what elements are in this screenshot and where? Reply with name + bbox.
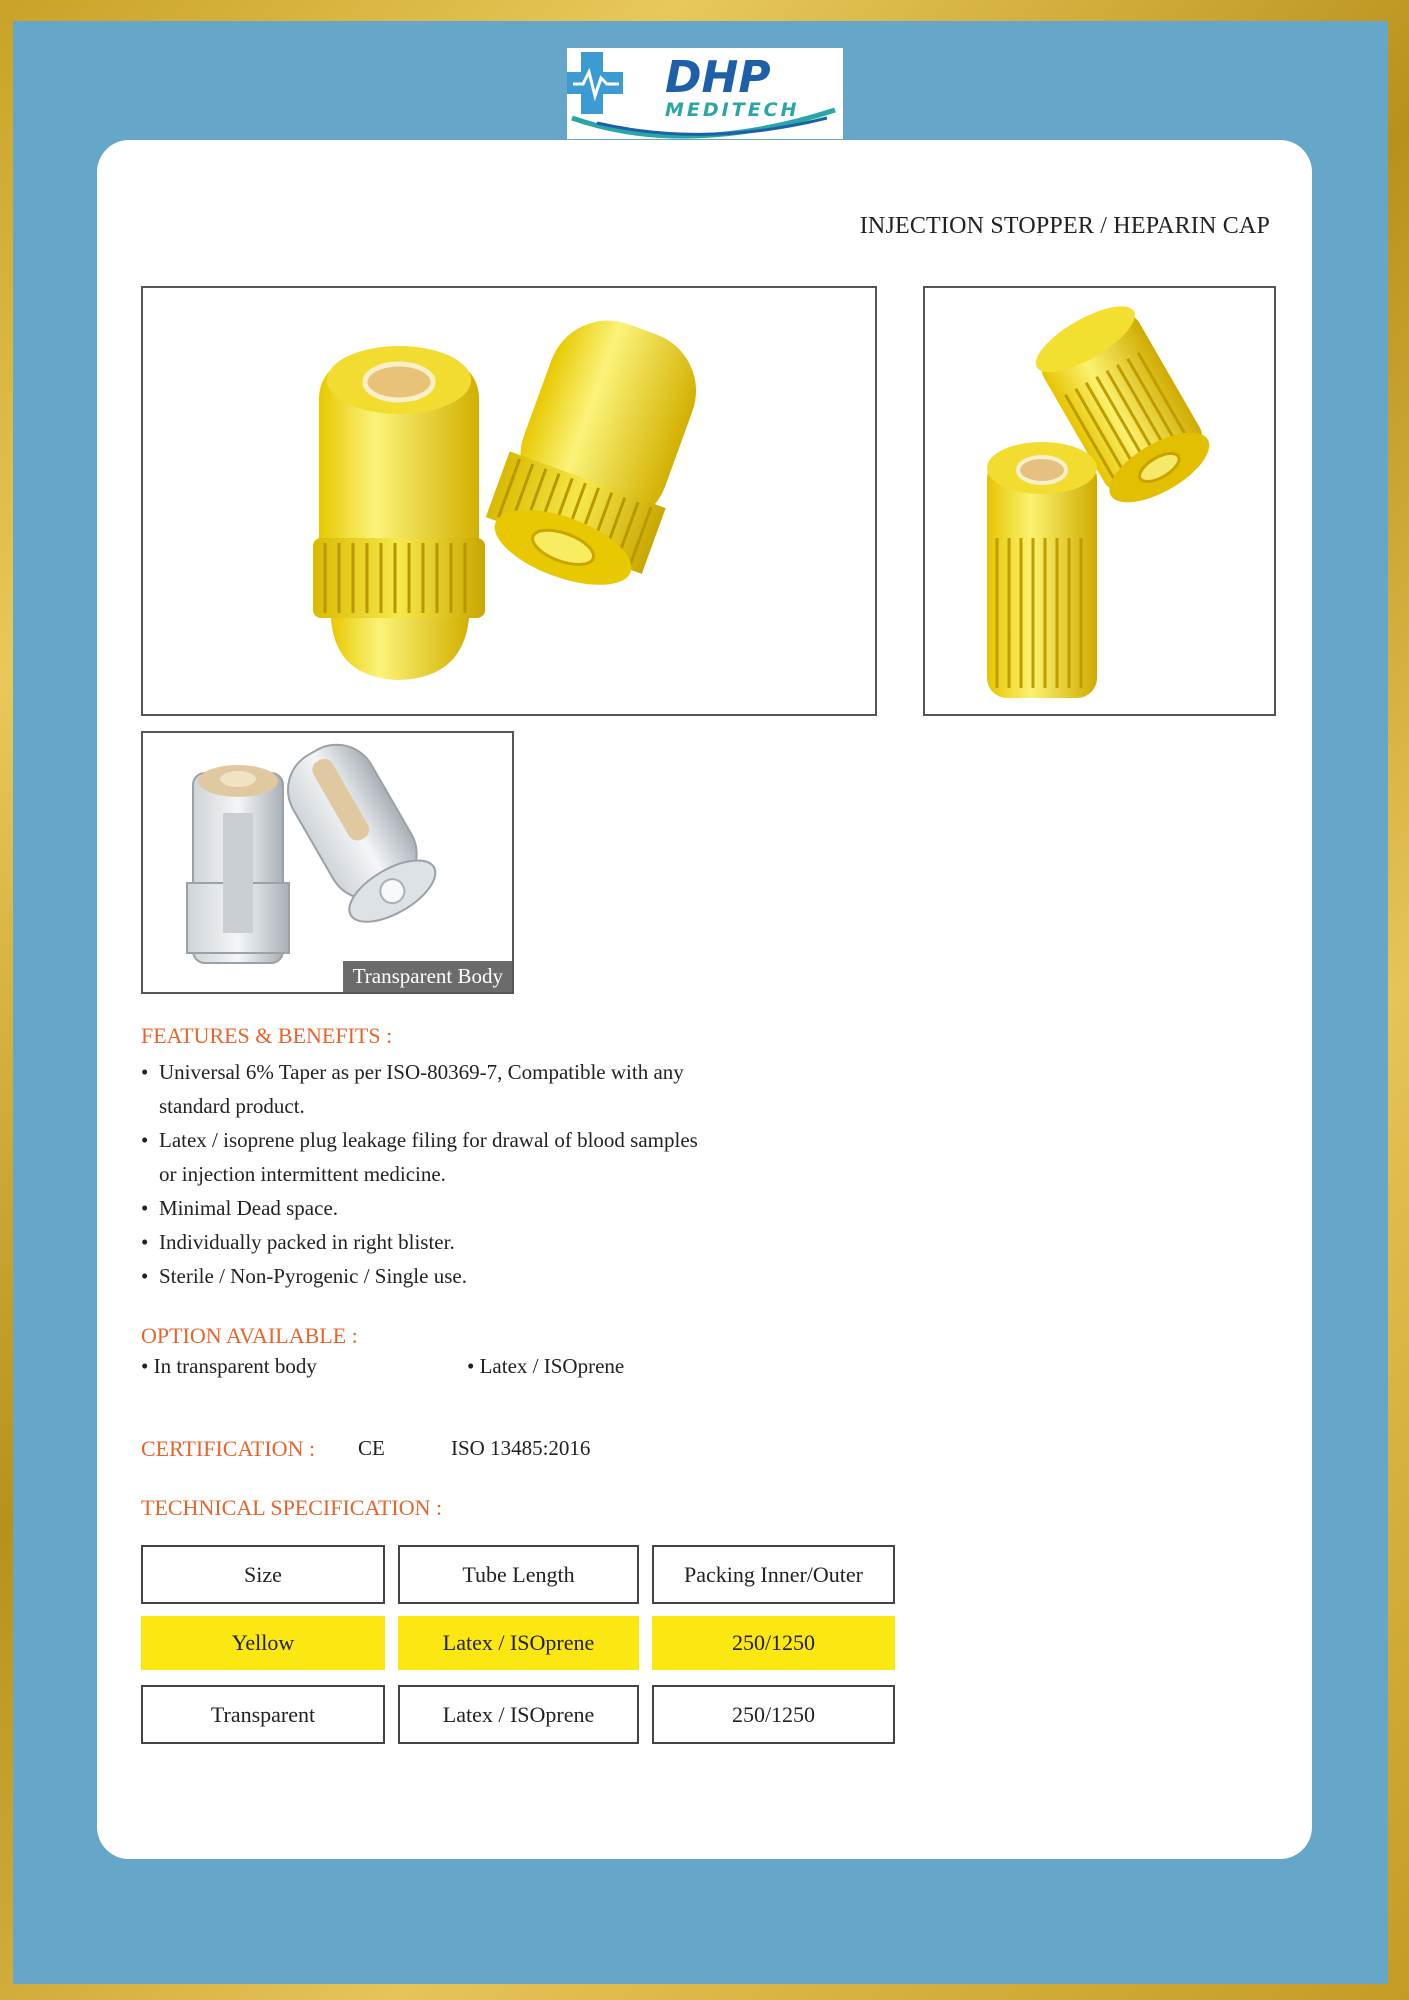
spec-header-packing: Packing Inner/Outer — [652, 1545, 895, 1604]
certification-iso: ISO 13485:2016 — [451, 1436, 591, 1460]
brand-name: DHP — [665, 52, 771, 103]
product-card — [97, 140, 1312, 1859]
spec-heading: TECHNICAL SPECIFICATION : — [141, 1495, 443, 1520]
transparent-body-image — [141, 731, 514, 994]
options-heading: OPTION AVAILABLE : — [141, 1323, 358, 1348]
features-list — [141, 1055, 698, 1293]
company-logo — [567, 48, 843, 139]
document-title: INJECTION STOPPER / HEPARIN CAP — [859, 213, 1270, 239]
main-product-image — [141, 286, 877, 716]
feature-item: • Sterile / Non-Pyrogenic / Single use. — [141, 1259, 698, 1293]
option-item: • Latex / ISOprene — [467, 1354, 624, 1379]
feature-item-text: standard product. — [159, 1094, 305, 1118]
feature-item: • Individually packed in right blister. — [141, 1225, 698, 1259]
feature-item-continued — [141, 1089, 698, 1123]
spec-row-yellow-size: Yellow — [141, 1616, 385, 1670]
feature-item: • Minimal Dead space. — [141, 1191, 698, 1225]
transparent-body-caption: Transparent Body — [343, 961, 512, 992]
option-item: • In transparent body — [141, 1354, 317, 1379]
brand-subtitle: MEDITECH — [665, 99, 800, 121]
features-heading: FEATURES & BENEFITS : — [141, 1023, 393, 1048]
feature-item: • Universal 6% Taper as per ISO-80369-7, Compatible with any — [141, 1055, 698, 1089]
certification-ce: CE — [358, 1436, 385, 1460]
spec-row-transparent-packing: 250/1250 — [652, 1685, 895, 1744]
feature-item-text: or injection intermittent medicine. — [159, 1162, 446, 1186]
certification-heading: CERTIFICATION : — [141, 1436, 316, 1461]
spec-row-transparent-tube: Latex / ISOprene — [398, 1685, 639, 1744]
spec-row-yellow-tube: Latex / ISOprene — [398, 1616, 639, 1670]
spec-header-tube-length: Tube Length — [398, 1545, 639, 1604]
side-product-image — [923, 286, 1276, 716]
feature-item-continued — [141, 1157, 698, 1191]
feature-item: • Latex / isoprene plug leakage filing for drawal of blood samples — [141, 1123, 698, 1157]
spec-row-transparent-size: Transparent — [141, 1685, 385, 1744]
spec-row-yellow-packing: 250/1250 — [652, 1616, 895, 1670]
spec-header-size: Size — [141, 1545, 385, 1604]
